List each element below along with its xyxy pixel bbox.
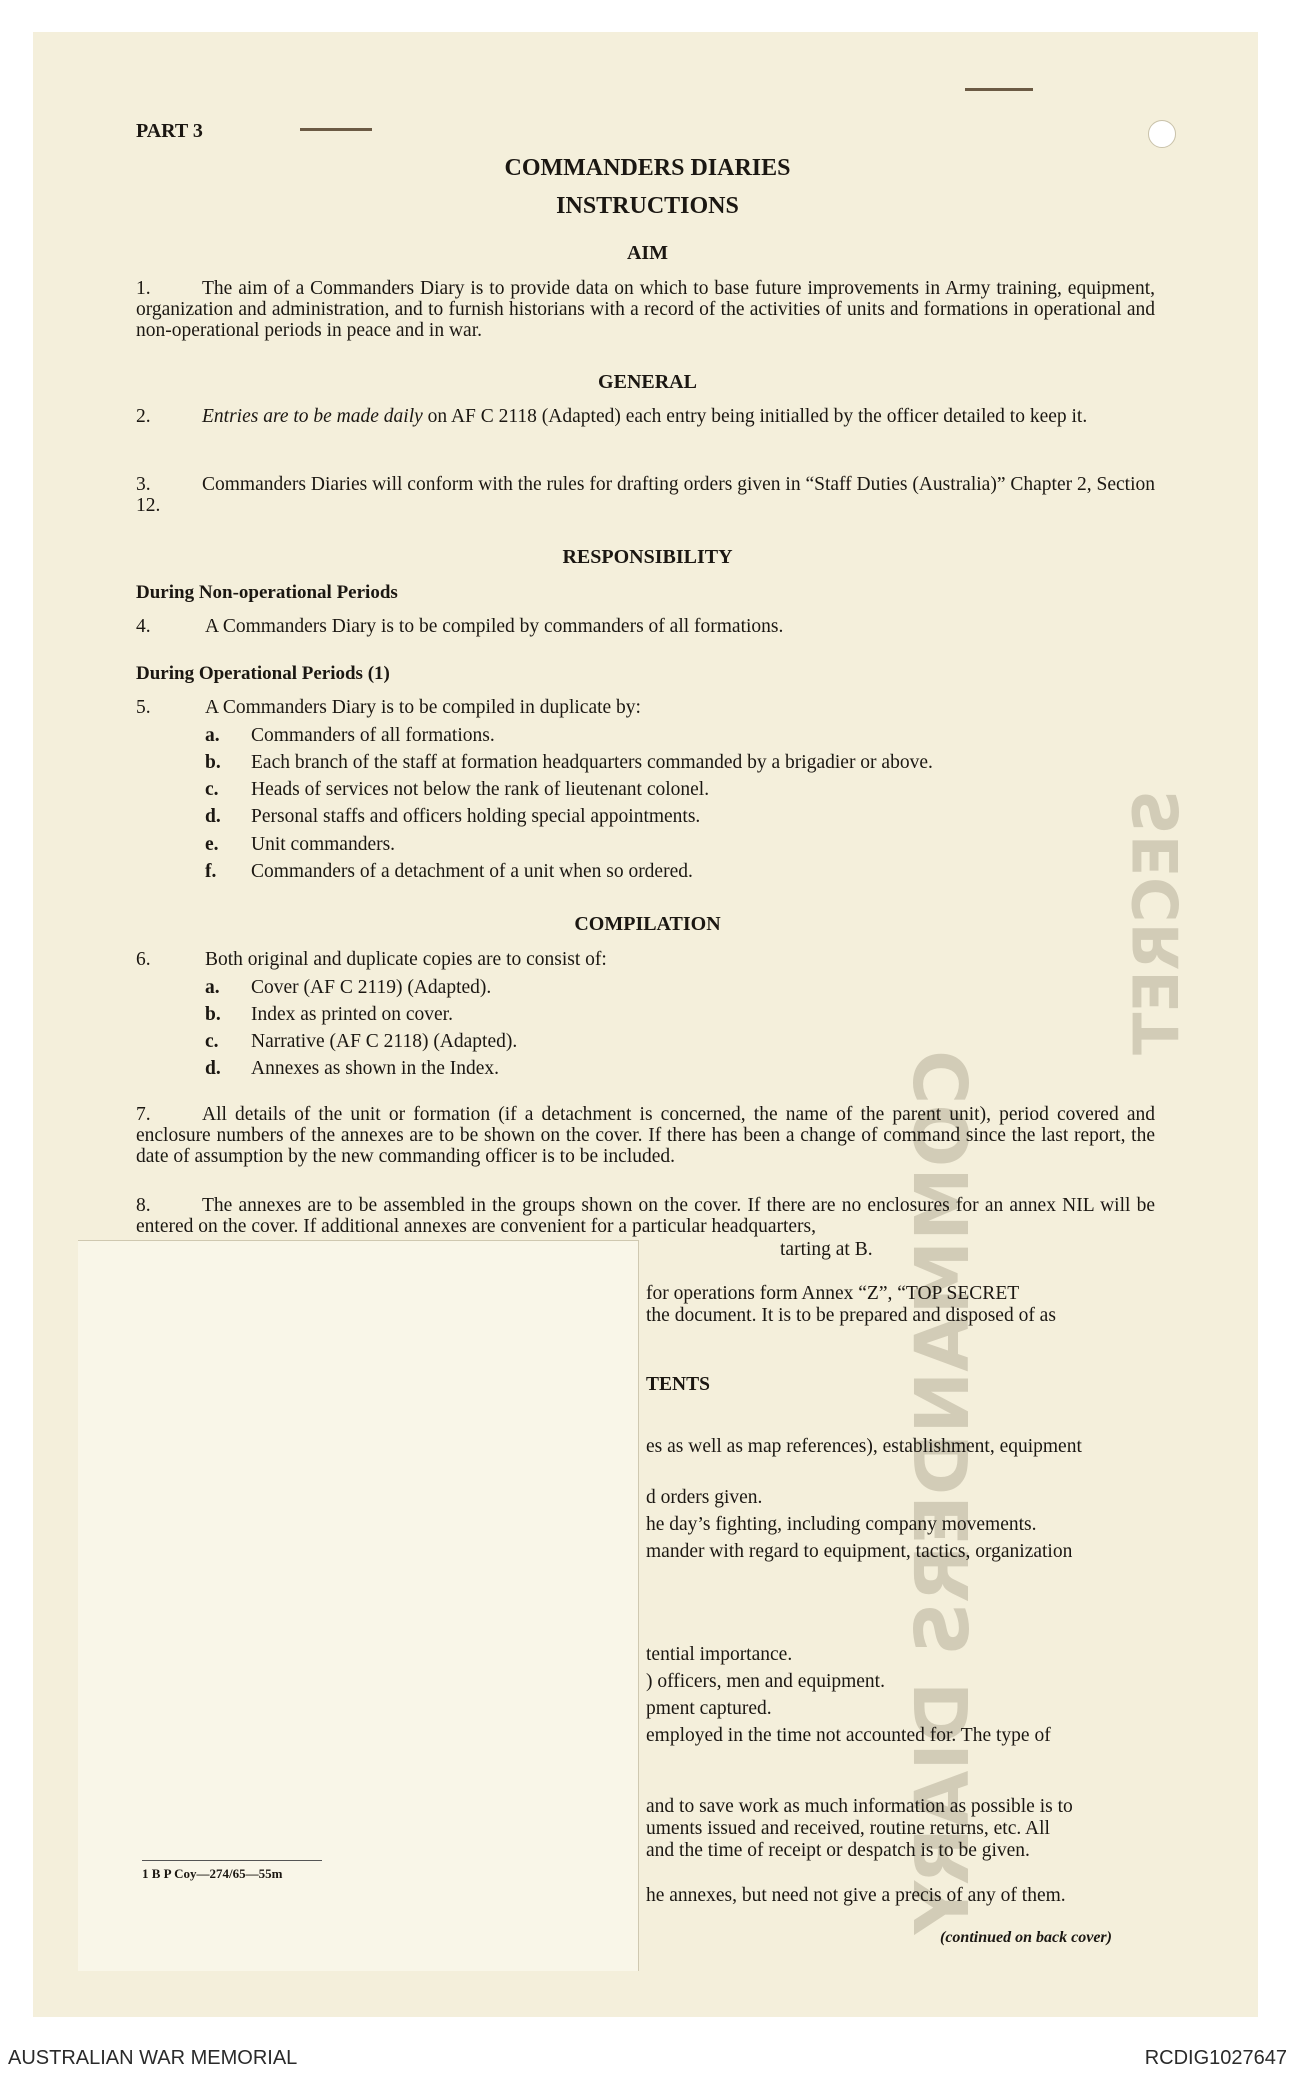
list-item (205, 834, 395, 856)
list-letter: c. (205, 779, 219, 800)
heading-general: GENERAL (598, 371, 697, 393)
continued-note: (continued on back cover) (940, 1929, 1112, 1946)
text-fragment: uments issued and received, routine returns, etc. All (646, 1818, 1050, 1839)
heading-aim: AIM (626, 242, 669, 264)
paragraph-text: A Commanders Diary is to be compiled in duplicate by: (205, 697, 641, 718)
paragraph-text: A Commanders Diary is to be compiled by commanders of all formations. (205, 616, 784, 637)
paragraph-5 (136, 697, 641, 719)
footer-source: AUSTRALIAN WAR MEMORIAL (8, 2047, 298, 2069)
paragraph-8-tail: tarting at B. (780, 1239, 873, 1260)
paragraph-number: 6. (136, 949, 151, 970)
list-text: Each branch of the staff at formation headquarters commanded by a brigadier or above. (251, 752, 933, 773)
list-item (205, 1004, 453, 1026)
text-fragment: mander with regard to equipment, tactics, organization (646, 1541, 1073, 1562)
paragraph-text: Both original and duplicate copies are to consist of: (205, 949, 607, 970)
paragraph-6 (136, 949, 607, 971)
list-item (205, 977, 491, 999)
paragraph-1 (136, 278, 1155, 341)
list-letter: f. (205, 861, 217, 882)
list-text: Heads of services not below the rank of lieutenant colonel. (251, 779, 710, 800)
text-fragment: pment captured. (646, 1698, 772, 1719)
text-fragment: ) officers, men and equipment. (646, 1671, 885, 1692)
document-subtitle: INSTRUCTIONS (556, 193, 739, 219)
text-fragment-heading: TENTS (646, 1374, 710, 1395)
paragraph-2 (136, 406, 1155, 427)
part-label: PART 3 (136, 120, 203, 142)
list-text: Narrative (AF C 2118) (Adapted). (251, 1031, 518, 1052)
list-text: Unit commanders. (251, 834, 396, 855)
list-letter: c. (205, 1031, 219, 1052)
list-text: Cover (AF C 2119) (Adapted). (251, 977, 492, 998)
list-letter: b. (205, 752, 221, 773)
subheading-operational: During Operational Periods (1) (136, 663, 390, 684)
paragraph-number: 1. (136, 278, 151, 299)
list-item (205, 861, 693, 883)
divider (142, 1860, 322, 1861)
document-title: COMMANDERS DIARIES (504, 155, 791, 181)
paragraph-number: 3. (136, 474, 151, 495)
list-letter: d. (205, 1058, 221, 1079)
list-text: Commanders of a detachment of a unit when so ordered. (251, 861, 693, 882)
paragraph-text: All details of the unit or formation (if a detachment is concerned, the name of the parent unit), period covered and enclosure numbers of the annexes are to be shown on the cover. If there has been a change of command since the last report, the date of assumption by the new commanding officer is to be included. (136, 1104, 1155, 1167)
paragraph-text: Commanders Diaries will conform with the rules for drafting orders given in “Staff Duties (Australia)” Chapter 2, Section 12. (136, 474, 1155, 516)
ink-mark (965, 88, 1033, 91)
text-fragment: and to save work as much information as possible is to (646, 1796, 1073, 1817)
text-fragment: for operations form Annex “Z”, “TOP SECRET (646, 1283, 1020, 1304)
list-item (205, 1058, 499, 1080)
heading-compilation: COMPILATION (574, 913, 721, 935)
text-fragment: the document. It is to be prepared and disposed of as (646, 1305, 1056, 1326)
text-fragment: employed in the time not accounted for. The type of (646, 1725, 1051, 1746)
text-fragment: d orders given. (646, 1487, 763, 1508)
paragraph-text: on AF C 2118 (Adapted) each entry being initialled by the officer detailed to keep it. (422, 406, 1088, 427)
paragraph-4 (136, 616, 783, 638)
paragraph-number: 7. (136, 1104, 151, 1125)
list-item (205, 1031, 517, 1053)
text-fragment: es as well as map references), establishment, equipment (646, 1436, 1082, 1457)
text-fragment: he day’s fighting, including company movements. (646, 1514, 1037, 1535)
paragraph-text: The aim of a Commanders Diary is to provide data on which to base future improvements in Army training, equipment, organization and administration, and to furnish historians with a record of the activities of units and formations in operational and non-operational periods in peace and in war. (136, 278, 1155, 341)
overlapping-sheet (78, 1240, 639, 1971)
paragraph-text: The annexes are to be assembled in the groups shown on the cover. If there are no enclosures for an annex NIL will be entered on the cover. If additional annexes are convenient for a particular headquarters, (136, 1195, 1155, 1237)
footer-id: RCDIG1027647 (1144, 2047, 1287, 2069)
ink-mark (300, 128, 372, 131)
punch-hole (1148, 120, 1176, 148)
paragraph-italic-text: Entries are to be made daily (202, 406, 423, 427)
print-code: 1 B P Coy—274/65—55m (142, 1866, 283, 1881)
list-text: Annexes as shown in the Index. (251, 1058, 500, 1079)
list-text: Commanders of all formations. (251, 725, 495, 746)
paragraph-8 (136, 1195, 1155, 1237)
list-text: Personal staffs and officers holding special appointments. (251, 806, 701, 827)
list-letter: a. (205, 725, 220, 746)
heading-responsibility: RESPONSIBILITY (562, 546, 733, 568)
list-letter: d. (205, 806, 221, 827)
list-letter: e. (205, 834, 219, 855)
paragraph-3 (136, 474, 1155, 516)
bleed-through-secret: SECRET (1120, 790, 1193, 1055)
bleed-through-commanders-diary: COMMANDERS DIARY (900, 1050, 986, 1935)
list-letter: b. (205, 1004, 221, 1025)
paragraph-7 (136, 1104, 1155, 1167)
paragraph-number: 2. (136, 406, 151, 427)
subheading-non-operational: During Non-operational Periods (136, 582, 398, 603)
list-letter: a. (205, 977, 220, 998)
list-item (205, 725, 495, 747)
paragraph-number: 4. (136, 616, 151, 637)
list-item (205, 752, 933, 774)
text-fragment: and the time of receipt or despatch is to be given. (646, 1840, 1030, 1861)
list-item (205, 806, 700, 828)
text-fragment: tential importance. (646, 1644, 793, 1665)
paragraph-number: 5. (136, 697, 151, 718)
paragraph-number: 8. (136, 1195, 151, 1216)
list-text: Index as printed on cover. (251, 1004, 453, 1025)
text-fragment: he annexes, but need not give a precis of any of them. (646, 1885, 1066, 1906)
list-item (205, 779, 709, 801)
